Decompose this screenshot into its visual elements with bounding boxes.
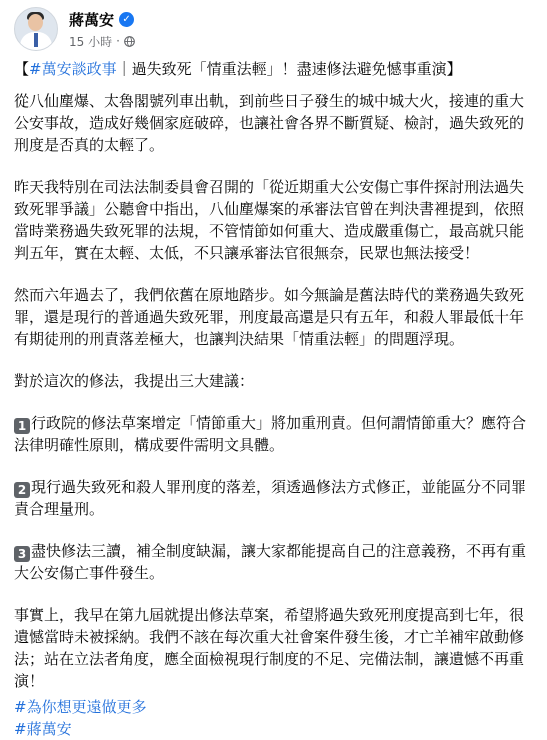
keycap-number-icon: 3 <box>14 546 30 562</box>
keycap-number-icon: 2 <box>14 482 30 498</box>
author-row <box>69 9 135 30</box>
list-item <box>14 540 537 584</box>
list-item-text: 現行過失致死和殺人罪刑度的落差，須透過修法方式修正，並能區分不同罪責合理量刑。 <box>14 478 527 518</box>
title-text: ｜過失致死「情重法輕」！盡速修法避免憾事重演】 <box>116 60 462 78</box>
list-item-text: 行政院的修法草案增定「情節重大」將加重刑責。但何謂情節重大？應符合法律明確性原則，構成要件需明文具體。 <box>14 414 527 454</box>
post-timestamp-row <box>69 33 135 50</box>
dot-separator: · <box>116 34 120 48</box>
paragraph-2: 昨天我特別在司法法制委員會召開的「從近期重大公安傷亡事件探討刑法過失致死罪爭議」公聽會中指出，八仙塵爆案的承審法官曾在判決書裡提到，依照當時業務過失致死罪的法規，不管情節如何重大、造成嚴重傷亡，最高就只能判五年，實在太輕、太低，不只讓承審法官很無奈，民眾也無法接受！ <box>14 178 525 262</box>
post-body <box>14 58 537 740</box>
author-name[interactable]: 蔣萬安 <box>69 10 115 29</box>
list-item <box>14 412 537 456</box>
verified-badge-icon: ✓ <box>119 12 134 27</box>
closing-paragraph: 事實上，我早在第九屆就提出修法草案，希望將過失致死刑度提高到七年，很遺憾當時未被採納。我們不該在每次重大社會案件發生後，才亡羊補牢啟動修法；站在立法者角度，應全面檢視現行制度的不足、完備法制，讓遺憾不再重演！ <box>14 606 525 690</box>
hashtag-link[interactable]: #蔣萬安 <box>14 720 72 738</box>
hashtag-link[interactable]: #萬安談政事 <box>29 60 117 78</box>
author-avatar[interactable] <box>14 7 58 51</box>
hashtag-list <box>14 696 537 740</box>
paragraph-3: 然而六年過去了，我們依舊在原地踏步。如今無論是舊法時代的業務過失致死罪，還是現行的普通過失致死罪，刑度最高還是只有五年，和殺人罪最低十年有期徒刑的刑責落差極大，也讓判決結果「情重法輕」的問題浮現。 <box>14 286 525 348</box>
list-item-text: 盡快修法三讀，補全制度缺漏，讓大家都能提高自己的注意義務，不再有重大公安傷亡事件發生。 <box>14 542 527 582</box>
hashtag-link[interactable]: #為你想更遠做更多 <box>14 698 147 716</box>
keycap-number-icon: 1 <box>14 418 30 434</box>
post-meta <box>69 9 135 50</box>
post-timestamp[interactable]: 15 小時 <box>69 34 113 49</box>
title-bracket: 【 <box>14 60 30 78</box>
paragraph-1: 從八仙塵爆、太魯閣號列車出軌，到前些日子發生的城中城大火，接連的重大公安事故，造成好幾個家庭破碎，也讓社會各界不斷質疑、檢討，過失致死的刑度是否真的太輕了。 <box>14 92 525 154</box>
globe-icon[interactable] <box>124 36 135 47</box>
post-title <box>14 58 537 80</box>
post-header <box>14 0 537 58</box>
list-item <box>14 476 537 520</box>
paragraph-4: 對於這次的修法，我提出三大建議： <box>14 372 255 390</box>
